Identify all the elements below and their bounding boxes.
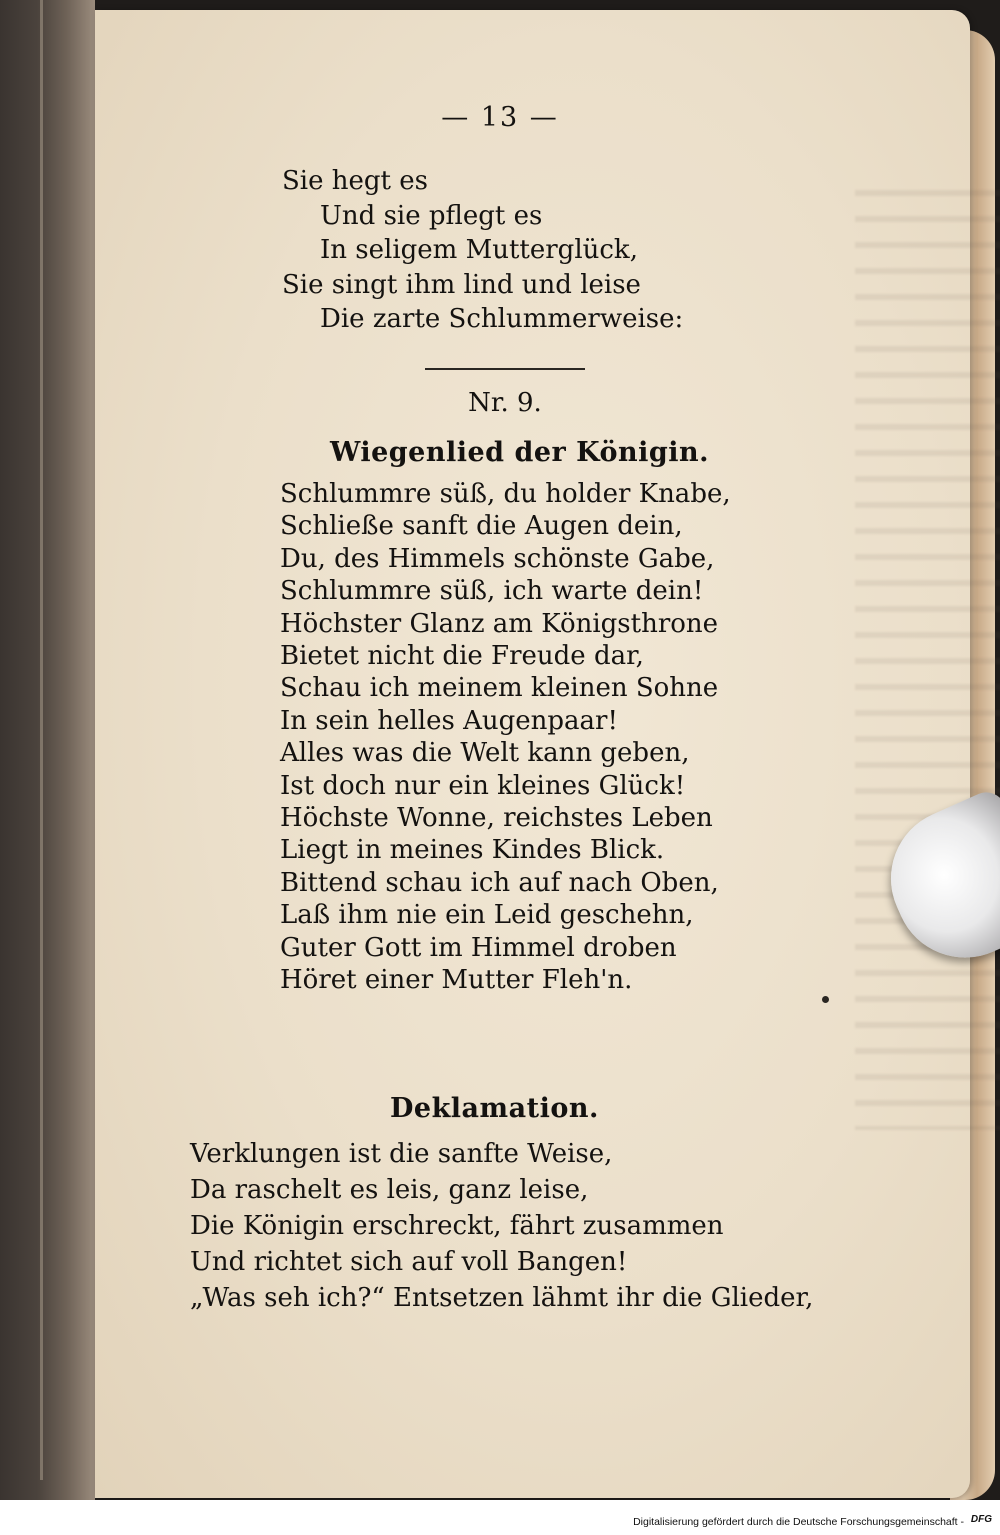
poem-line: Schau ich meinem kleinen Sohne [280,673,719,704]
song-title: Wiegenlied der Königin. [330,437,710,468]
intro-stanza [282,164,683,337]
declamation-line: Und richtet sich auf voll Bangen! [190,1247,628,1277]
poem-line: Du, des Himmels schönste Gabe, [280,543,715,574]
poem-line: Liegt in meines Kindes Blick. [280,835,665,866]
poem-line: Ist doch nur ein kleines Glück! [280,770,686,801]
poem-line: Guter Gott im Himmel droben [280,932,677,963]
poem-line: Laß ihm nie ein Leid geschehn, [280,900,694,931]
previous-page-edge [40,0,43,1480]
bleed-through-texture [855,170,1000,1130]
declamation-title: Deklamation. [390,1093,599,1124]
declamation-text [190,1136,813,1316]
poem-line: In sein helles Augenpaar! [280,705,618,736]
poem-number: Nr. 9. [468,388,542,418]
lullaby-poem [280,478,731,997]
poem-line: Alles was die Welt kann geben, [280,738,690,769]
intro-line: Und sie pflegt es [320,200,543,231]
ink-speck [822,996,829,1003]
intro-line: Die zarte Schlummerweise: [320,304,684,334]
poem-line: Schließe sanft die Augen dein, [280,511,683,542]
poem-line: Bittend schau ich auf nach Oben, [280,867,719,898]
declamation-line: Die Königin erschreckt, fährt zusammen [190,1211,724,1241]
intro-line: Sie hegt es [282,166,428,196]
poem-line: Höret einer Mutter Fleh'n. [280,965,633,996]
funding-credit: Digitalisierung gefördert durch die Deutsche Forschungsgemeinschaft - [633,1516,964,1528]
poem-line: Schlummre süß, ich warte dein! [280,576,704,607]
dfg-logo: DFG [970,1514,992,1525]
declamation-line: „Was seh ich?“ Entsetzen lähmt ihr die Glieder, [190,1283,814,1313]
declamation-line: Verklungen ist die sanfte Weise, [190,1139,613,1169]
poem-line: Bietet nicht die Freude dar, [280,641,644,672]
separator-rule [425,368,585,370]
poem-line: Höchster Glanz am Königsthrone [280,608,719,639]
intro-line: Sie singt ihm lind und leise [282,269,641,300]
declamation-line: Da raschelt es leis, ganz leise, [190,1175,589,1205]
poem-line: Höchste Wonne, reichstes Leben [280,803,713,834]
intro-line: In seligem Mutterglück, [320,235,638,265]
book-gutter [0,0,95,1535]
poem-line: Schlummre süß, du holder Knabe, [280,479,731,509]
page-number: — 13 — [441,102,559,133]
